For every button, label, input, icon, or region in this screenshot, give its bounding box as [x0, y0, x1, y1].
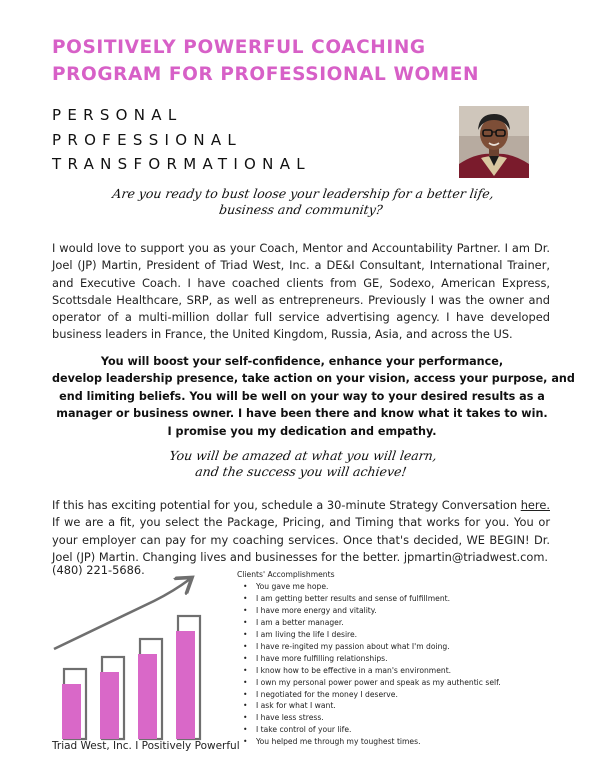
growth-arrow — [54, 579, 190, 649]
accomplishment-item: • I know how to be effective in a man's environment. — [237, 665, 501, 677]
accomplishment-item: • I negotiated for the money I deserve. — [237, 689, 501, 701]
growth-bar-chart — [50, 565, 242, 741]
clients-accomplishments — [237, 569, 501, 748]
script-quote-leadership-line1: Are you ready to bust loose your leadership for a better life, — [111, 186, 495, 201]
accomplishment-item: • I ask for what I want. — [237, 700, 501, 712]
accomplishments-heading: Clients' Accomplishments — [237, 570, 335, 579]
accomplishment-item: • I am a better manager. — [237, 617, 501, 629]
accomplishment-item: • I own my personal power power and speak as my authentic self. — [237, 677, 501, 689]
accomplishment-item: • You gave me hope. — [237, 581, 501, 593]
bar-1 — [62, 684, 81, 739]
tagline-transformational: TRANSFORMATIONAL — [52, 155, 311, 173]
phone-number: (480) 221-5686. — [52, 563, 145, 577]
cta-paragraph — [52, 497, 550, 566]
script-quote-success-line2: and the success you will achieve! — [194, 464, 408, 479]
bar-4 — [176, 631, 195, 739]
script-quote-success — [50, 448, 554, 480]
promise-line: I promise you my dedication and empathy. — [167, 424, 437, 438]
intro-paragraph: I would love to support you as your Coach, Mentor and Accountability Partner. I am Dr. Joel (JP) Martin, President of Triad West, Inc. a DE&I Consultant, International Trainer, and Executive Coach. I have coached clients from GE, Sodexo, American Express, Scottsdale Healthcare, SRP, as well as entrepreneurs. Previously I was the owner and operator of a multi-million dollar full service advertising agency. I have developed business leaders in France, the United Kingdom, Russia, Asia, and across the US. — [52, 241, 550, 342]
footer-brand: Triad West, Inc. I Positively Powerful — [52, 740, 240, 752]
tagline-personal: PERSONAL — [52, 106, 183, 124]
accomplishment-item: • I am living the life I desire. — [237, 629, 501, 641]
accomplishment-item: • I take control of your life. — [237, 724, 501, 736]
accomplishment-item: • I have less stress. — [237, 712, 501, 724]
coach-portrait-photo — [459, 106, 529, 178]
title-line-1: POSITIVELY POWERFUL COACHING — [52, 37, 426, 58]
cta-text-before: If this has exciting potential for you, schedule a 30-minute Strategy Conversation — [52, 498, 521, 512]
promise-paragraph — [52, 353, 575, 440]
script-quote-success-line1: You will be amazed at what you will learn, — [168, 448, 438, 463]
bar-2 — [100, 672, 119, 739]
bar-3 — [138, 654, 157, 739]
accomplishments-list — [237, 581, 501, 748]
accomplishment-item: • I am getting better results and sense of fulfillment. — [237, 593, 501, 605]
accomplishment-item: • You helped me through my toughest times. — [237, 736, 501, 748]
tagline-professional: PROFESSIONAL — [52, 130, 243, 149]
script-quote-leadership — [50, 186, 554, 218]
tagline — [52, 103, 311, 177]
schedule-link[interactable]: here. — [520, 498, 550, 512]
promise-line: end limiting beliefs. You will be well on your way to your desired results as a — [59, 389, 545, 403]
promise-line: You will boost your self-confidence, enhance your performance, — [100, 355, 504, 368]
accomplishment-item: • I have re-ingited my passion about what I'm doing. — [237, 641, 501, 653]
script-quote-leadership-line2: business and community? — [218, 202, 384, 217]
accomplishment-item: • I have more energy and vitality. — [237, 605, 501, 617]
promise-line: manager or business owner. I have been there and know what it takes to win. — [56, 407, 548, 421]
title-line-2: PROGRAM FOR PROFESSIONAL WOMEN — [52, 64, 480, 85]
accomplishment-item: • I have more fulfilling relationships. — [237, 653, 501, 665]
cta-text-after: If we are a fit, you select the Package, Pricing, and Timing that works for you. You or your employer can pay for my coaching services. Once that's decided, WE BEGIN! Dr. Joel (JP) Martin. Changing lives and businesses for the better. jpmartin@triadwest.com. — [52, 515, 550, 564]
page-title — [52, 34, 482, 88]
promise-line: develop leadership presence, take action on your vision, access your purpose, and — [52, 372, 575, 386]
